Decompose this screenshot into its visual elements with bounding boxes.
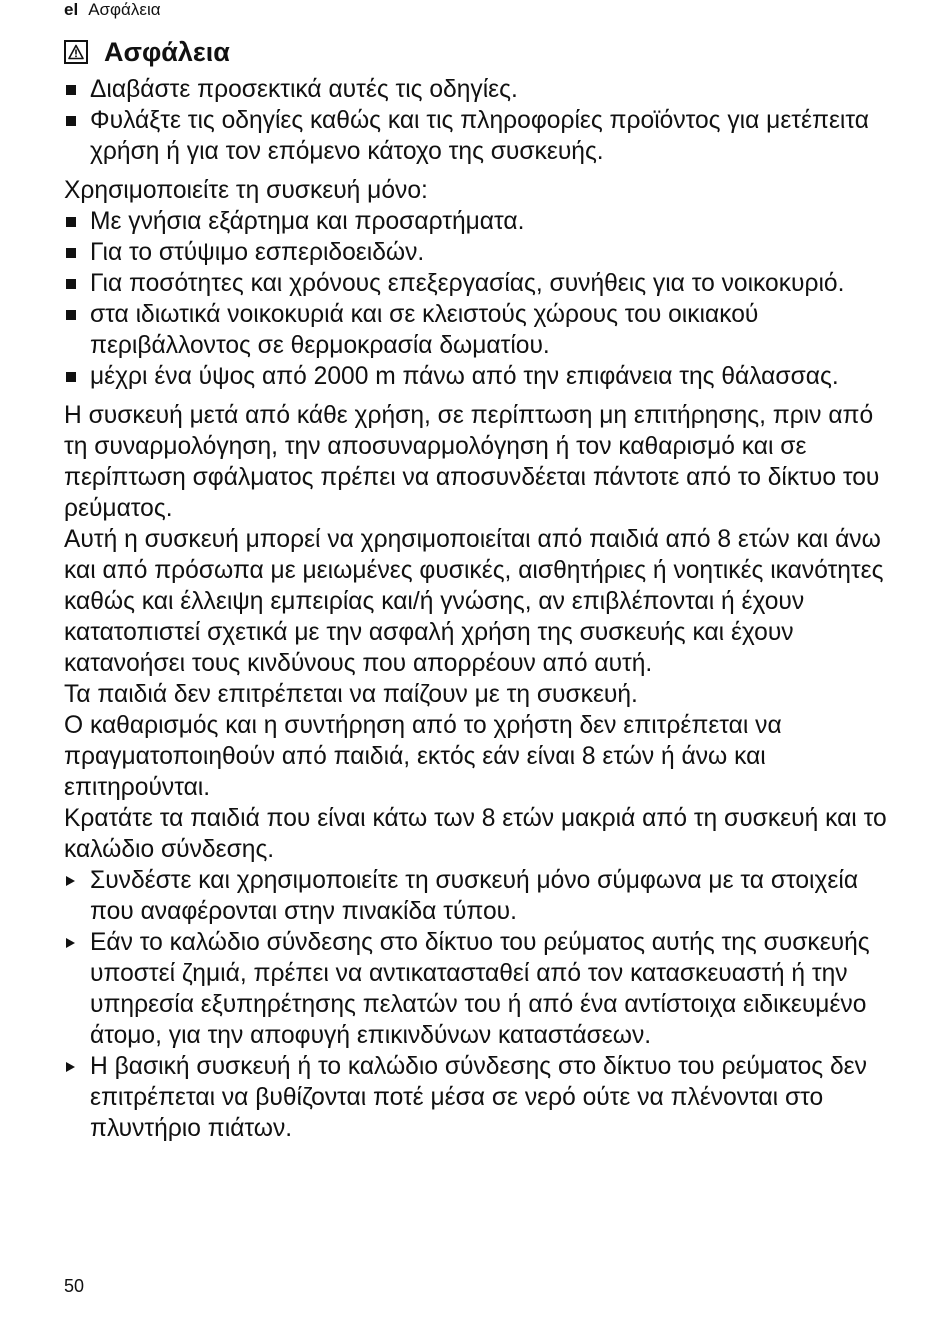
section-title-text: Ασφάλεια [104,36,230,67]
square-bullet-icon [66,310,76,320]
keep-away-paragraph: Κρατάτε τα παιδιά που είναι κάτω των 8 ετών μακριά από τη συσκευή και το καλώδιο σύνδεσης. [64,805,887,863]
list-item: Με γνήσια εξάρτημα και προσαρτήματα. [64,206,894,237]
section-title [64,34,894,70]
children-play-paragraph: Τα παιδιά δεν επιτρέπεται να παίζουν με τη συσκευή. [64,681,638,708]
list-item: μέχρι ένα ύψος από 2000 m πάνω από την επιφάνεια της θάλασσας. [64,361,894,392]
list-item: Εάν το καλώδιο σύνδεσης στο δίκτυο του ρεύματος αυτής της συσκευής υποστεί ζημιά, πρέπει να αντικατασταθεί από τον κατασκευαστή ή την υπηρεσία εξυπηρέτησης πελατών του ή από ένα αντίστοιχα ειδικευμένο άτομο, για την αποφυγή επικινδύνων καταστάσεων. [64,927,894,1051]
page-header [64,0,161,20]
list-item: στα ιδιωτικά νοικοκυριά και σε κλειστούς χώρους του οικιακού περιβάλλοντος σε θερμοκρασία δωματίου. [64,299,894,361]
square-bullet-icon [66,248,76,258]
main-content [64,34,894,1144]
square-bullet-icon [66,279,76,289]
list-item: Συνδέστε και χρησιμοποιείτε τη συσκευή μόνο σύμφωνα με τα στοιχεία που αναφέρονται στην πινακίδα τύπου. [64,865,894,927]
square-bullet-icon [66,116,76,126]
list-item: Η βασική συσκευή ή το καλώδιο σύνδεσης στο δίκτυο του ρεύματος δεν επιτρέπεται να βυθίζονται ποτέ μέσα σε νερό ούτε να πλένονται στο πλυντήριο πιάτων. [64,1051,894,1144]
disconnect-paragraph: Η συσκευή μετά από κάθε χρήση, σε περίπτωση μη επιτήρησης, πριν από τη συναρμολόγηση, την αποσυναρμολόγηση ή τον καθαρισμό και σε περίπτωση σφάλματος πρέπει να αποσυνδέεται πάντοτε από το δίκτυο του ρεύματος. [64,402,880,522]
square-bullet-icon [66,217,76,227]
warnings-list [64,865,894,1144]
children-use-paragraph: Αυτή η συσκευή μπορεί να χρησιμοποιείται από παιδιά από 8 ετών και άνω και από πρόσωπα με μειωμένες φυσικές, αισθητήριες ή νοητικές ικανότητες καθώς και έλλειψη εμπειρίας και/ή γνώσης, αν επιβλέπονται ή έχουν κατατοπιστεί σχετικά με την ασφαλή χρήση της συσκευής και έχουν κατανοήσει τους κινδύνους που απορρέουν από αυτή. [64,526,884,677]
instructions-list [64,74,894,167]
language-code: el [64,0,79,19]
arrow-bullet-icon [66,1062,75,1072]
use-intro-paragraph: Χρησιμοποιείτε τη συσκευή μόνο: [64,177,428,204]
list-item: Διαβάστε προσεκτικά αυτές τις οδηγίες. [64,74,894,105]
arrow-bullet-icon [66,876,75,886]
warning-icon [64,40,88,64]
cleaning-paragraph: Ο καθαρισμός και η συντήρηση από το χρήστη δεν επιτρέπεται να πραγματοποιηθούν από παιδιά, εκτός εάν είναι 8 ετών ή άνω και επιτηρούνται. [64,712,782,801]
use-conditions-list [64,206,894,392]
square-bullet-icon [66,372,76,382]
list-item: Για ποσότητες και χρόνους επεξεργασίας, συνήθεις για το νοικοκυριό. [64,268,894,299]
arrow-bullet-icon [66,938,75,948]
list-item: Για το στύψιμο εσπεριδοειδών. [64,237,894,268]
list-item: Φυλάξτε τις οδηγίες καθώς και τις πληροφορίες προϊόντος για μετέπειτα χρήση ή για τον επόμενο κάτοχο της συσκευής. [64,105,894,167]
page-number: 50 [64,1276,85,1296]
header-section-name: Ασφάλεια [88,0,161,19]
square-bullet-icon [66,85,76,95]
